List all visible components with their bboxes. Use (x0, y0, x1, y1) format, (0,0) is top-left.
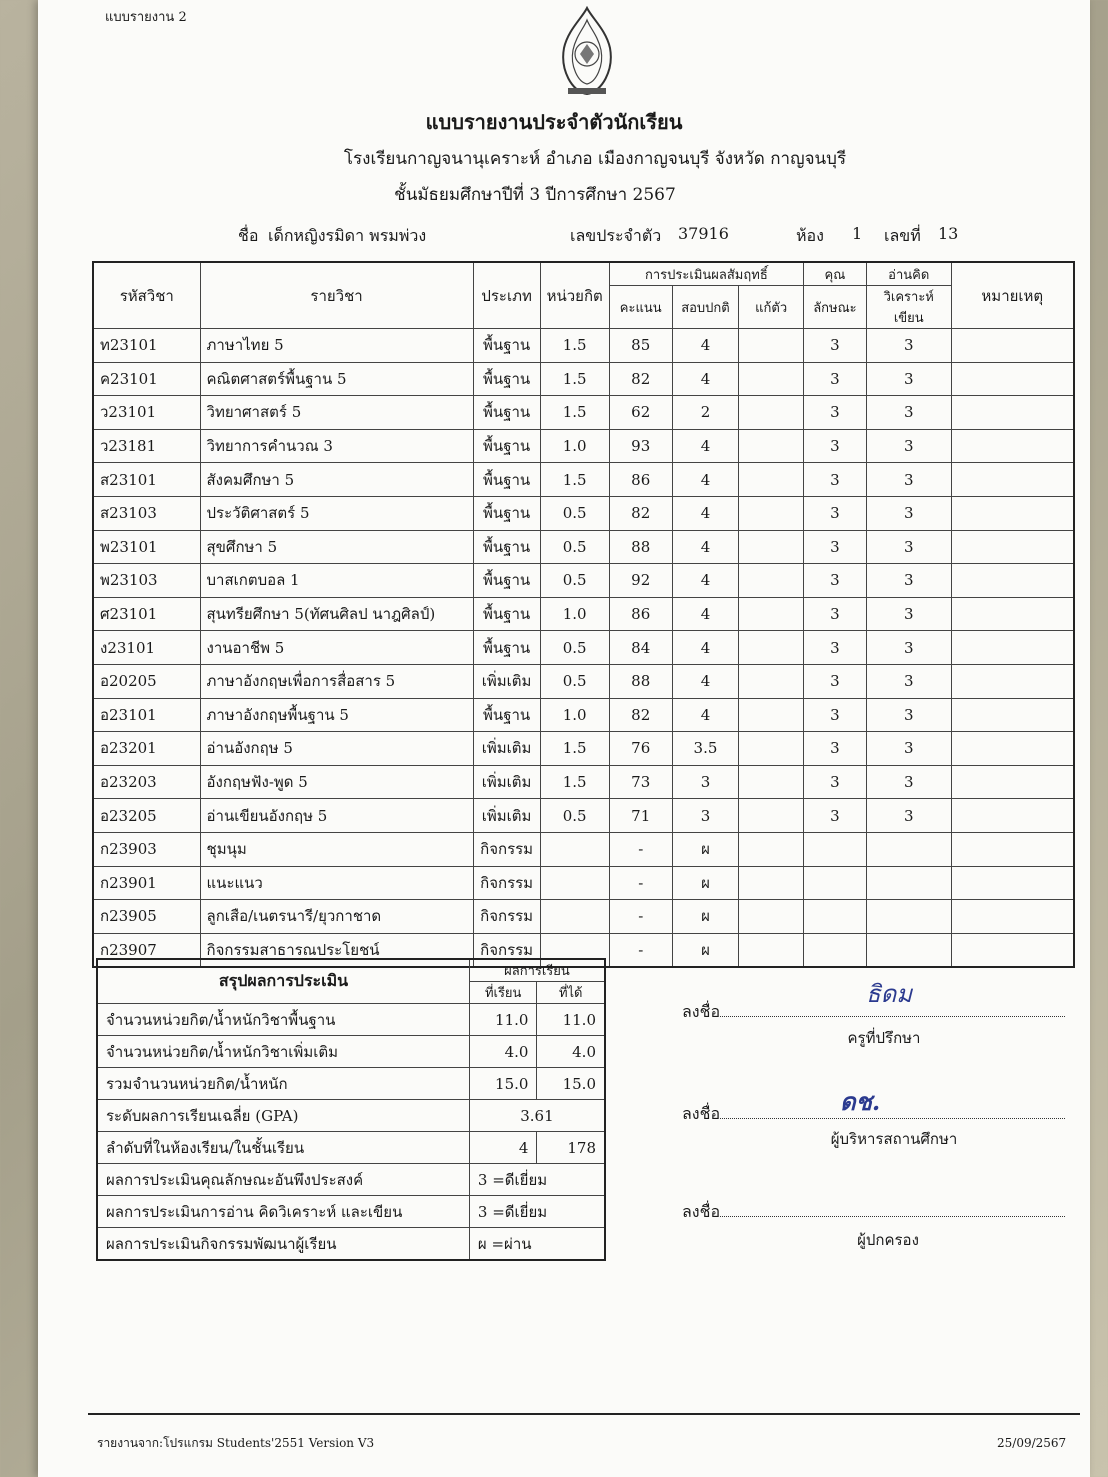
cell-units: 1.5 (540, 463, 609, 497)
cell-note (951, 564, 1074, 598)
cell-reading (866, 866, 951, 900)
cell-note (951, 933, 1074, 967)
header-grade: สอบปกติ (672, 286, 739, 329)
cell-grade: ผ (672, 866, 739, 900)
cell-subject: สุนทรียศึกษา 5(ทัศนศิลป นาฎศิลป์) (200, 597, 473, 631)
cell-type: กิจกรรม (473, 933, 540, 967)
cell-units: 0.5 (540, 530, 609, 564)
cell-type: เพิ่มเติม (473, 799, 540, 833)
cell-subject: อังกฤษฟัง-พูด 5 (200, 765, 473, 799)
cell-score: 71 (609, 799, 672, 833)
summary-value: 11.0 (469, 1004, 537, 1036)
summary-row-character (97, 1164, 605, 1196)
seat-no-value: 13 (938, 224, 959, 243)
cell-units: 1.5 (540, 765, 609, 799)
cell-subject: ชุมนุม (200, 832, 473, 866)
table-row (93, 463, 1074, 497)
sign-label: ลงชื่อ (682, 1202, 721, 1221)
summary-value: 3 =ดีเยี่ยม (469, 1164, 605, 1196)
cell-grade: 4 (672, 631, 739, 665)
cell-grade: 4 (672, 597, 739, 631)
summary-row-gpa (97, 1100, 605, 1132)
cell-score: - (609, 832, 672, 866)
cell-note (951, 631, 1074, 665)
cell-subject: กิจกรรมสาธารณประโยชน์ (200, 933, 473, 967)
cell-remedial (739, 564, 804, 598)
parent-role: ผู้ปกครอง (857, 1231, 919, 1249)
summary-value: 3 =ดีเยี่ยม (469, 1196, 605, 1228)
cell-grade: 4 (672, 564, 739, 598)
cell-character (803, 933, 866, 967)
table-row (93, 564, 1074, 598)
report-title: แบบรายงานประจำตัวนักเรียน (425, 110, 683, 134)
table-row (93, 496, 1074, 530)
cell-note (951, 329, 1074, 363)
cell-note (951, 698, 1074, 732)
summary-label: จำนวนหน่วยกิต/น้ำหนักวิชาพื้นฐาน (97, 1004, 469, 1036)
footer-date: 25/09/2567 (997, 1436, 1067, 1450)
cell-code: ก23903 (93, 832, 200, 866)
cell-code: ท23101 (93, 329, 200, 363)
table-row (93, 396, 1074, 430)
cell-score: 82 (609, 698, 672, 732)
student-name: เด็กหญิงรมิดา พรมพ่วง (268, 226, 427, 245)
gpa-value: 3.61 (469, 1100, 605, 1132)
cell-code: อ23205 (93, 799, 200, 833)
cell-remedial (739, 362, 804, 396)
cell-reading: 3 (866, 698, 951, 732)
cell-reading: 3 (866, 530, 951, 564)
footer-divider (88, 1413, 1080, 1415)
cell-note (951, 429, 1074, 463)
header-character-2: ลักษณะ (803, 286, 866, 329)
summary-row-basic (97, 1004, 605, 1036)
student-id-label: เลขประจำตัว (570, 226, 662, 245)
rank-class-value: 178 (537, 1132, 605, 1164)
grades-table (92, 261, 1075, 968)
cell-score: - (609, 933, 672, 967)
cell-units: 1.5 (540, 362, 609, 396)
cell-score: 92 (609, 564, 672, 598)
header-code: รหัสวิชา (93, 262, 200, 329)
cell-subject: วิทยาศาสตร์ 5 (200, 396, 473, 430)
cell-code: อ23101 (93, 698, 200, 732)
summary-row-rank (97, 1132, 605, 1164)
cell-subject: ภาษาอังกฤษเพื่อการสื่อสาร 5 (200, 664, 473, 698)
summary-value: 11.0 (537, 1004, 605, 1036)
sign-label: ลงชื่อ (682, 1104, 721, 1123)
summary-label: ผลการประเมินคุณลักษณะอันพึงประสงค์ (97, 1164, 469, 1196)
header-remedial: แก้ตัว (739, 286, 804, 329)
cell-grade: 3 (672, 799, 739, 833)
cell-units: 0.5 (540, 631, 609, 665)
cell-subject: สังคมศึกษา 5 (200, 463, 473, 497)
summary-value: 15.0 (537, 1068, 605, 1100)
summary-label: รวมจำนวนหน่วยกิต/น้ำหนัก (97, 1068, 469, 1100)
table-row (93, 631, 1074, 665)
cell-grade: ผ (672, 933, 739, 967)
summary-title: สรุปผลการประเมิน (97, 959, 469, 1004)
cell-code: ว23101 (93, 396, 200, 430)
cell-units: 1.5 (540, 396, 609, 430)
table-row (93, 362, 1074, 396)
table-row (93, 530, 1074, 564)
cell-remedial (739, 496, 804, 530)
cell-units: 1.5 (540, 329, 609, 363)
cell-character: 3 (803, 530, 866, 564)
cell-grade: 4 (672, 496, 739, 530)
cell-remedial (739, 832, 804, 866)
cell-code: ค23101 (93, 362, 200, 396)
cell-reading: 3 (866, 732, 951, 766)
summary-row-activity (97, 1228, 605, 1261)
cell-remedial (739, 765, 804, 799)
advisor-role: ครูที่ปรึกษา (847, 1029, 921, 1047)
cell-code: ก23905 (93, 900, 200, 934)
summary-label: ผลการประเมินกิจกรรมพัฒนาผู้เรียน (97, 1228, 469, 1261)
cell-code: ส23103 (93, 496, 200, 530)
cell-reading: 3 (866, 631, 951, 665)
student-id: 37916 (678, 224, 729, 243)
summary-label: จำนวนหน่วยกิต/น้ำหนักวิชาเพิ่มเติม (97, 1036, 469, 1068)
rank-room-value: 4 (469, 1132, 537, 1164)
cell-units: 1.5 (540, 732, 609, 766)
cell-subject: สุขศึกษา 5 (200, 530, 473, 564)
cell-reading (866, 933, 951, 967)
cell-reading (866, 832, 951, 866)
cell-code: ก23907 (93, 933, 200, 967)
cell-character (803, 900, 866, 934)
cell-character: 3 (803, 564, 866, 598)
cell-score: 84 (609, 631, 672, 665)
cell-reading (866, 900, 951, 934)
cell-grade: 4 (672, 698, 739, 732)
cell-score: 76 (609, 732, 672, 766)
cell-score: - (609, 900, 672, 934)
cell-subject: อ่านเขียนอังกฤษ 5 (200, 799, 473, 833)
cell-character: 3 (803, 799, 866, 833)
cell-grade: ผ (672, 900, 739, 934)
cell-character: 3 (803, 496, 866, 530)
summary-row-extra (97, 1036, 605, 1068)
cell-reading: 3 (866, 664, 951, 698)
cell-units: 1.0 (540, 698, 609, 732)
school-line: โรงเรียนกาญจนานุเคราะห์ อำเภอ เมืองกาญจนบุรี จังหวัด กาญจนบุรี (343, 149, 847, 169)
cell-remedial (739, 429, 804, 463)
cell-code: ส23101 (93, 463, 200, 497)
cell-type: กิจกรรม (473, 900, 540, 934)
cell-units: 1.0 (540, 429, 609, 463)
summary-result-header: ผลการเรียน (469, 959, 605, 982)
cell-note (951, 866, 1074, 900)
cell-reading: 3 (866, 799, 951, 833)
header-subject: รายวิชา (200, 262, 473, 329)
cell-character: 3 (803, 396, 866, 430)
header-character-1: คุณ (803, 262, 866, 286)
header-note: หมายเหตุ (951, 262, 1074, 329)
cell-type: พื้นฐาน (473, 429, 540, 463)
cell-subject: ประวัติศาสตร์ 5 (200, 496, 473, 530)
cell-code: ว23181 (93, 429, 200, 463)
cell-note (951, 597, 1074, 631)
cell-type: เพิ่มเติม (473, 765, 540, 799)
cell-character (803, 866, 866, 900)
summary-table (96, 958, 606, 1261)
cell-reading: 3 (866, 496, 951, 530)
cell-remedial (739, 732, 804, 766)
sign-label: ลงชื่อ (682, 1002, 721, 1021)
header-assessment: การประเมินผลสัมฤทธิ์ (609, 262, 803, 286)
room-label: ห้อง (796, 226, 824, 245)
cell-units: 0.5 (540, 664, 609, 698)
cell-remedial (739, 698, 804, 732)
cell-note (951, 530, 1074, 564)
cell-code: อ23201 (93, 732, 200, 766)
cell-grade: 4 (672, 530, 739, 564)
cell-character: 3 (803, 329, 866, 363)
cell-note (951, 396, 1074, 430)
table-row (93, 329, 1074, 363)
director-role: ผู้บริหารสถานศึกษา (830, 1130, 958, 1148)
cell-grade: 2 (672, 396, 739, 430)
cell-units: 0.5 (540, 799, 609, 833)
cell-character: 3 (803, 664, 866, 698)
cell-reading: 3 (866, 463, 951, 497)
table-row (93, 597, 1074, 631)
cell-type: พื้นฐาน (473, 597, 540, 631)
summary-value: 4.0 (537, 1036, 605, 1068)
cell-subject: อ่านอังกฤษ 5 (200, 732, 473, 766)
cell-type: พื้นฐาน (473, 698, 540, 732)
cell-score: - (609, 866, 672, 900)
summary-value: ผ =ผ่าน (469, 1228, 605, 1261)
summary-row-total (97, 1068, 605, 1100)
student-name-label: ชื่อ (238, 226, 259, 245)
form-number: แบบรายงาน 2 (105, 10, 187, 25)
cell-type: เพิ่มเติม (473, 732, 540, 766)
cell-score: 82 (609, 496, 672, 530)
table-row (93, 866, 1074, 900)
cell-note (951, 732, 1074, 766)
summary-col-earned: ที่ได้ (537, 982, 605, 1004)
cell-remedial (739, 900, 804, 934)
cell-note (951, 463, 1074, 497)
cell-remedial (739, 329, 804, 363)
cell-code: อ20205 (93, 664, 200, 698)
summary-value: 15.0 (469, 1068, 537, 1100)
cell-subject: ลูกเสือ/เนตรนารี/ยุวกาชาด (200, 900, 473, 934)
cell-score: 88 (609, 530, 672, 564)
cell-grade: 3.5 (672, 732, 739, 766)
summary-value: 4.0 (469, 1036, 537, 1068)
cell-grade: 3 (672, 765, 739, 799)
table-row (93, 832, 1074, 866)
cell-subject: บาสเกตบอล 1 (200, 564, 473, 598)
header-score: คะแนน (609, 286, 672, 329)
cell-remedial (739, 597, 804, 631)
summary-label: ระดับผลการเรียนเฉลี่ย (GPA) (97, 1100, 469, 1132)
table-row (93, 732, 1074, 766)
cell-note (951, 765, 1074, 799)
cell-reading: 3 (866, 362, 951, 396)
cell-units (540, 832, 609, 866)
cell-type: พื้นฐาน (473, 564, 540, 598)
cell-score: 85 (609, 329, 672, 363)
cell-code: ก23901 (93, 866, 200, 900)
cell-reading: 3 (866, 765, 951, 799)
director-sign-line (682, 1102, 1065, 1127)
cell-reading: 3 (866, 597, 951, 631)
cell-type: พื้นฐาน (473, 362, 540, 396)
cell-score: 86 (609, 463, 672, 497)
cell-note (951, 362, 1074, 396)
cell-character: 3 (803, 765, 866, 799)
cell-type: กิจกรรม (473, 832, 540, 866)
cell-note (951, 664, 1074, 698)
cell-type: พื้นฐาน (473, 329, 540, 363)
cell-grade: 4 (672, 329, 739, 363)
header-units: หน่วยกิต (540, 262, 609, 329)
footer-source: รายงานจาก:โปรแกรม Students'2551 Version V3 (97, 1436, 375, 1450)
summary-col-enrolled: ที่เรียน (469, 982, 537, 1004)
cell-note (951, 799, 1074, 833)
cell-score: 82 (609, 362, 672, 396)
seat-no-label: เลขที่ (884, 226, 921, 245)
cell-type: เพิ่มเติม (473, 664, 540, 698)
cell-grade: 4 (672, 463, 739, 497)
cell-note (951, 832, 1074, 866)
cell-units (540, 900, 609, 934)
cell-score: 73 (609, 765, 672, 799)
cell-reading: 3 (866, 429, 951, 463)
cell-remedial (739, 799, 804, 833)
header-reading-1: อ่านคิด (866, 262, 951, 286)
cell-code: ศ23101 (93, 597, 200, 631)
table-row (93, 799, 1074, 833)
cell-units: 0.5 (540, 564, 609, 598)
summary-label: ลำดับที่ในห้องเรียน/ในชั้นเรียน (97, 1132, 469, 1164)
summary-row-reading (97, 1196, 605, 1228)
cell-reading: 3 (866, 329, 951, 363)
cell-subject: ภาษาไทย 5 (200, 329, 473, 363)
table-row (93, 765, 1074, 799)
parent-sign-line (682, 1200, 1065, 1225)
table-row (93, 429, 1074, 463)
cell-subject: แนะแนว (200, 866, 473, 900)
cell-score: 62 (609, 396, 672, 430)
cell-subject: คณิตศาสตร์พื้นฐาน 5 (200, 362, 473, 396)
cell-grade: 4 (672, 429, 739, 463)
cell-character: 3 (803, 631, 866, 665)
cell-subject: งานอาชีพ 5 (200, 631, 473, 665)
cell-grade: 4 (672, 664, 739, 698)
cell-remedial (739, 933, 804, 967)
cell-code: อ23203 (93, 765, 200, 799)
cell-grade: ผ (672, 832, 739, 866)
cell-units: 0.5 (540, 496, 609, 530)
cell-note (951, 496, 1074, 530)
cell-type: กิจกรรม (473, 866, 540, 900)
cell-code: พ23103 (93, 564, 200, 598)
level-line: ชั้นมัธยมศึกษาปีที่ 3 ปีการศึกษา 2567 (394, 185, 676, 205)
cell-remedial (739, 396, 804, 430)
cell-character (803, 832, 866, 866)
cell-type: พื้นฐาน (473, 631, 540, 665)
cell-reading: 3 (866, 396, 951, 430)
cell-character: 3 (803, 698, 866, 732)
cell-character: 3 (803, 732, 866, 766)
cell-character: 3 (803, 429, 866, 463)
cell-type: พื้นฐาน (473, 396, 540, 430)
school-seal-icon (554, 6, 620, 98)
cell-type: พื้นฐาน (473, 463, 540, 497)
cell-reading: 3 (866, 564, 951, 598)
cell-type: พื้นฐาน (473, 530, 540, 564)
table-row (93, 900, 1074, 934)
cell-character: 3 (803, 597, 866, 631)
table-row (93, 698, 1074, 732)
cell-subject: ภาษาอังกฤษพื้นฐาน 5 (200, 698, 473, 732)
room-value: 1 (852, 224, 863, 243)
cell-remedial (739, 463, 804, 497)
cell-remedial (739, 631, 804, 665)
advisor-signature: ธิดม (866, 980, 913, 1008)
summary-label: ผลการประเมินการอ่าน คิดวิเคราะห์ และเขียน (97, 1196, 469, 1228)
header-type: ประเภท (473, 262, 540, 329)
cell-units (540, 866, 609, 900)
cell-note (951, 900, 1074, 934)
cell-score: 86 (609, 597, 672, 631)
cell-code: พ23101 (93, 530, 200, 564)
cell-subject: วิทยาการคำนวณ 3 (200, 429, 473, 463)
cell-score: 88 (609, 664, 672, 698)
cell-units: 1.0 (540, 597, 609, 631)
cell-character: 3 (803, 463, 866, 497)
cell-score: 93 (609, 429, 672, 463)
advisor-sign-line (682, 1000, 1065, 1025)
cell-remedial (739, 530, 804, 564)
header-reading-2: วิเคราะห์เขียน (866, 286, 951, 329)
director-signature: ดช. (840, 1087, 881, 1116)
cell-grade: 4 (672, 362, 739, 396)
cell-type: พื้นฐาน (473, 496, 540, 530)
cell-remedial (739, 866, 804, 900)
table-row (93, 664, 1074, 698)
cell-remedial (739, 664, 804, 698)
cell-code: ง23101 (93, 631, 200, 665)
cell-character: 3 (803, 362, 866, 396)
